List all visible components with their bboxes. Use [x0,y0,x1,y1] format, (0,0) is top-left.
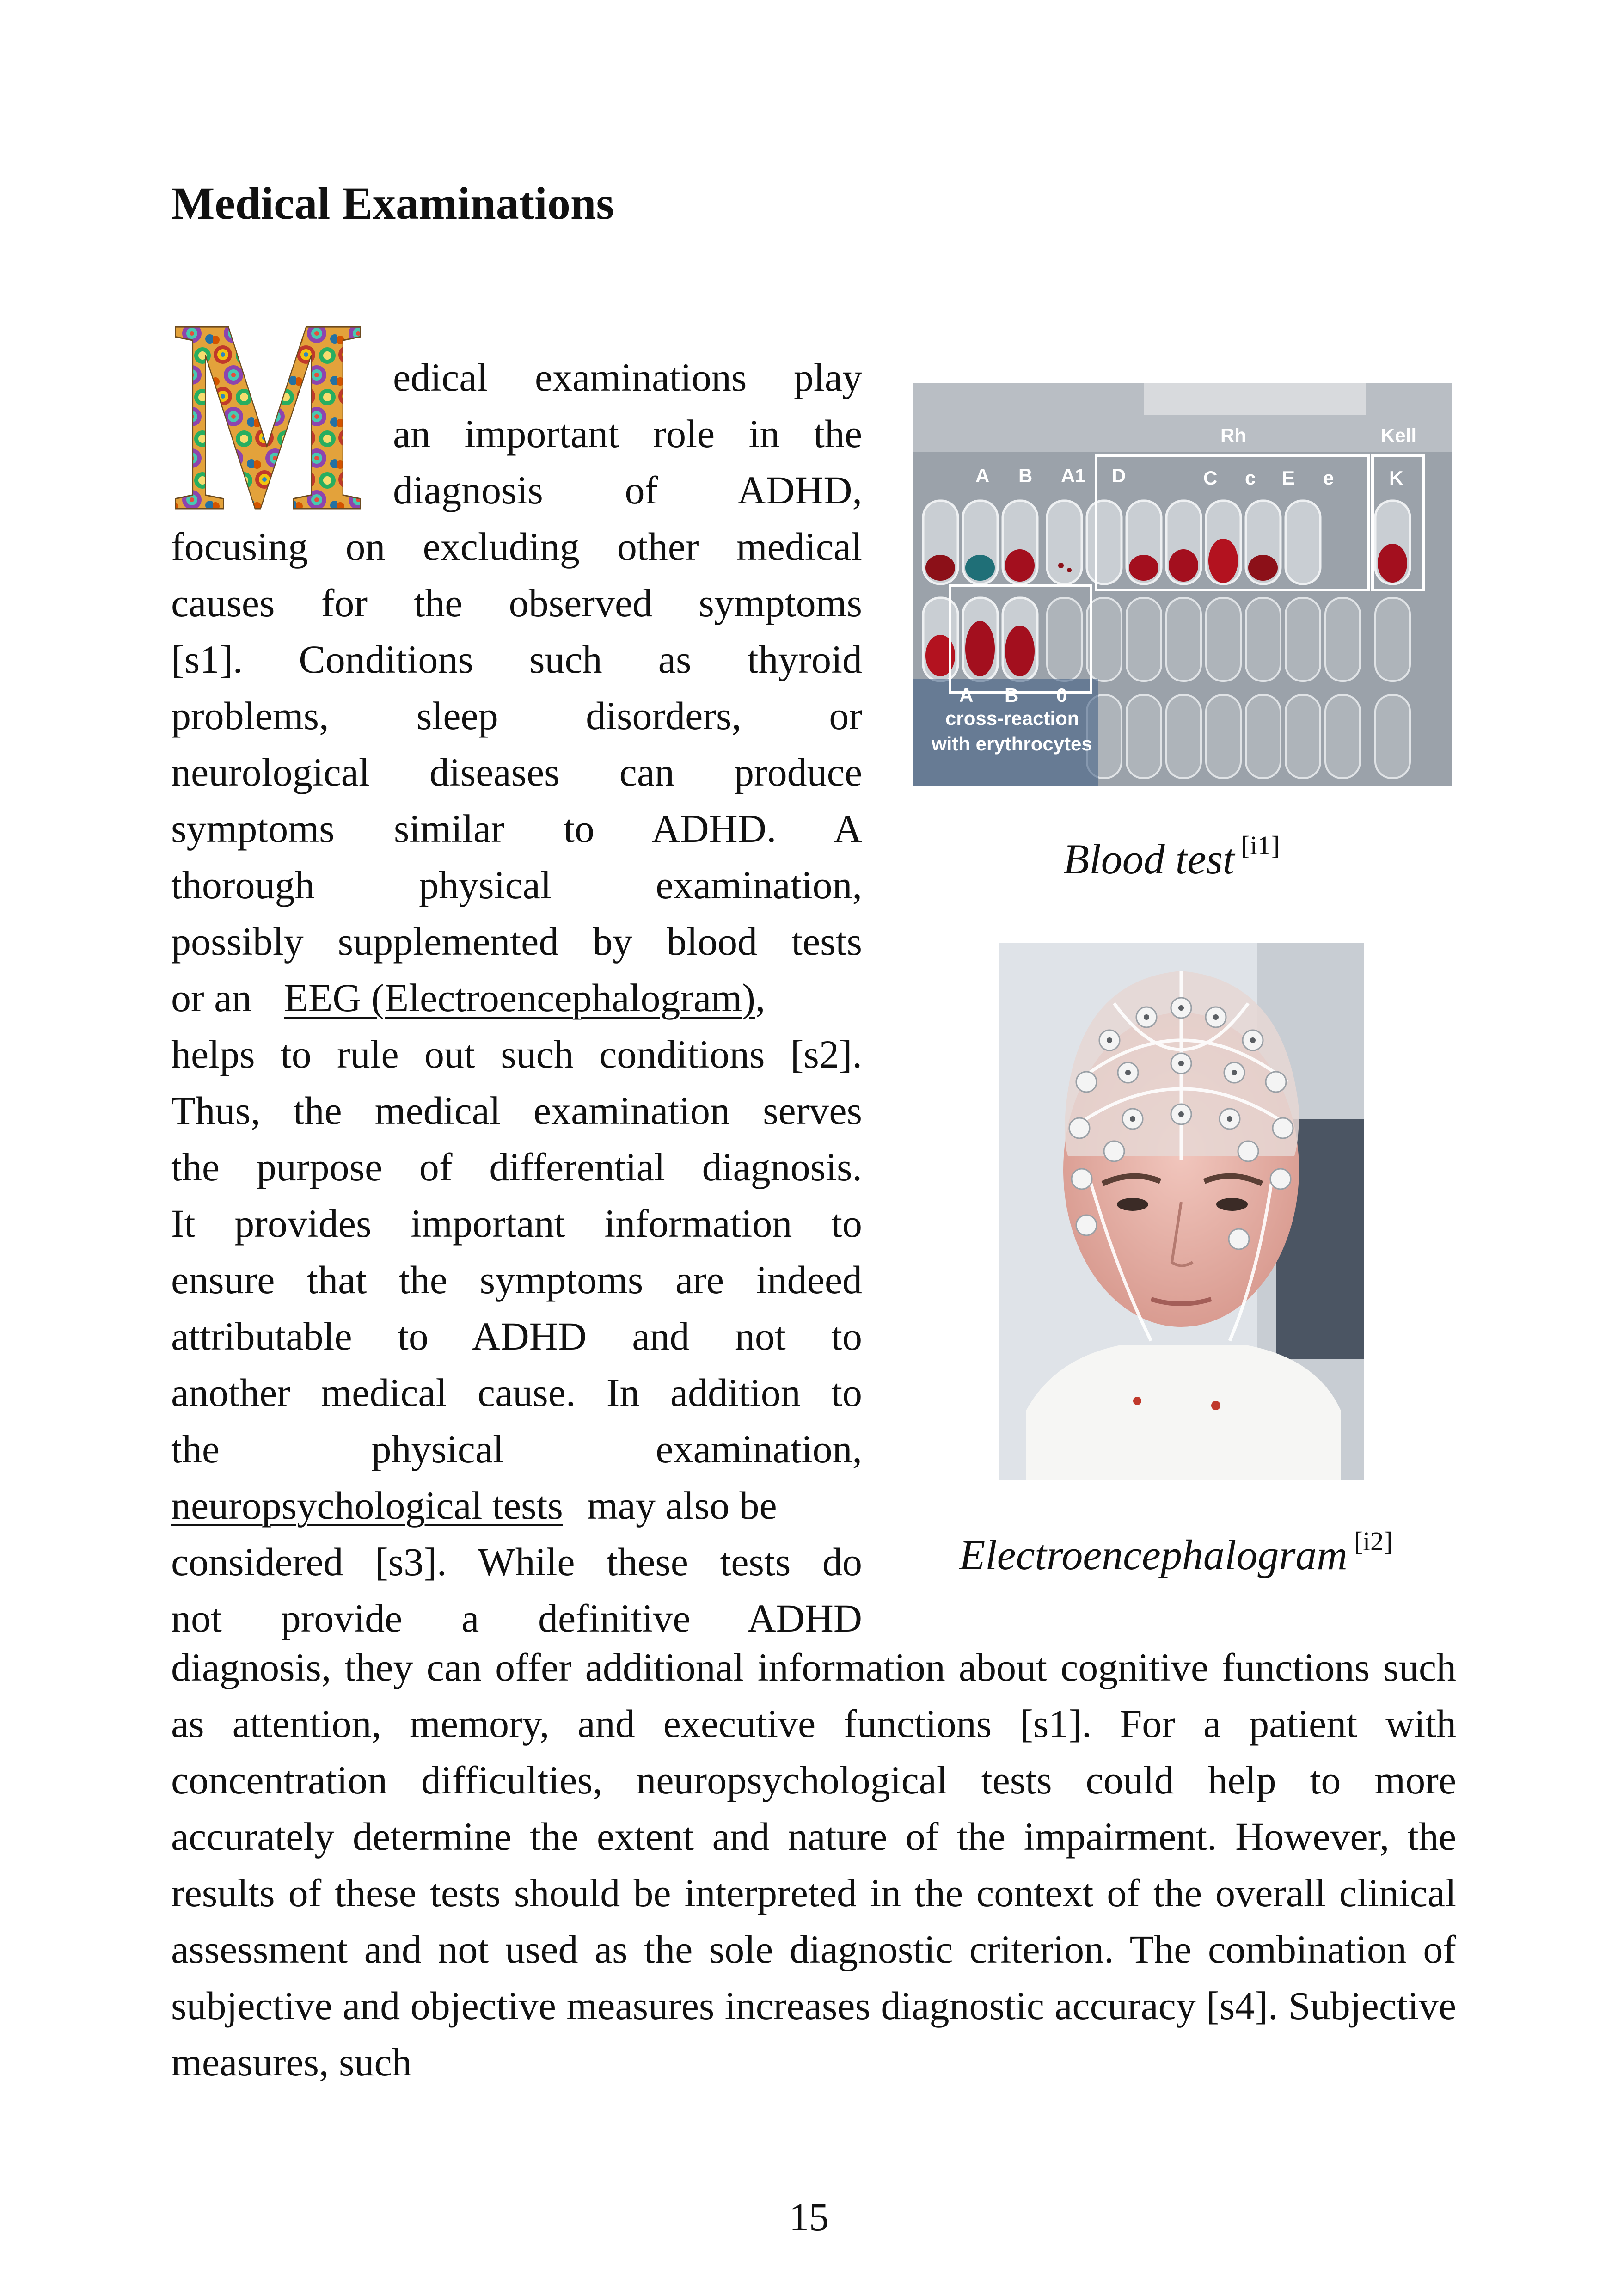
text-line: diagnosis of ADHD, [393,468,862,512]
text-line: another medical cause. In addition to [171,1370,862,1415]
paragraph-text: diagnosis, they can offer additional information about cognitive functions such as attention, memory, and executive functions [s1]. For a patient with concentration difficulties, neuropsychological tests could help to more accurately determine the extent and nature of the impairment. However, the results of these tests should be interpreted in the context of the overall clinical assessment and not used as the sole diagnostic criterion. The combination of subjective and objective measures increases diagnostic accuracy [s4]. Subjective measures, such [171,1645,1456,2084]
svg-text:C: C [1203,467,1218,489]
svg-text:c: c [1245,467,1256,489]
text-line: helps to rule out such conditions [s2]. [171,1032,862,1076]
eeg-link[interactable]: EEG (Electroencephalogram) [284,976,755,1020]
dropcap-letter [171,303,368,510]
caption-text: Blood test [1063,835,1235,883]
text-line: focusing on excluding other medical [171,524,862,569]
text-line: symptoms similar to ADHD. A [171,806,862,851]
svg-text:0: 0 [1056,684,1067,706]
page-number: 15 [789,2195,829,2239]
neuropsych-tests-link[interactable]: neuropsychological tests [171,1483,563,1528]
text-line: possibly supplemented by blood tests [171,919,862,964]
svg-text:Kell: Kell [1381,424,1417,446]
svg-text:B: B [1005,684,1019,706]
text-line: the purpose of differential diagnosis. [171,1145,862,1189]
text-line: thorough physical examination, [171,863,862,907]
svg-text:A: A [959,684,974,706]
svg-text:K: K [1389,467,1403,489]
text-line: ensure that the symptoms are indeed [171,1258,862,1302]
caption-ref: [i2] [1354,1526,1393,1556]
text-fragment: or an [171,976,252,1020]
svg-text:M: M [172,303,366,510]
text-line: problems, sleep disorders, or [171,694,862,738]
svg-text:cross-reaction: cross-reaction [945,707,1079,729]
text-line: attributable to ADHD and not to [171,1314,862,1358]
svg-text:D: D [1112,465,1126,486]
svg-text:e: e [1323,467,1334,489]
svg-text:Rh: Rh [1220,424,1246,446]
svg-text:A: A [975,465,990,486]
caption-ref: [i1] [1241,830,1280,860]
text-line: edical examinations play [393,355,862,399]
body-column [171,303,862,1646]
svg-text:A1: A1 [1061,465,1086,486]
figure-caption-blood-test [1063,830,1280,884]
text-line: the physical examination, [171,1427,862,1471]
text-line: not provide a definitive ADHD [171,1596,862,1640]
figure-caption-eeg [959,1526,1393,1579]
text-line [171,970,862,1026]
svg-text:E: E [1282,467,1295,489]
body-paragraph [171,1639,1456,2090]
blood-test-image [913,383,1452,786]
svg-text:B: B [1018,465,1033,486]
section-heading: Medical Examinations [171,178,614,229]
text-line: [s1]. Conditions such as thyroid [171,637,862,681]
text-line [171,1477,862,1534]
text-line: It provides important information to [171,1201,862,1246]
text-line: neurological diseases can produce [171,750,862,794]
caption-text: Electroencephalogram [959,1531,1348,1578]
text-fragment: may also be [587,1483,777,1528]
svg-text:with erythrocytes: with erythrocytes [932,733,1092,755]
text-line: an important role in the [393,411,862,456]
text-line: Thus, the medical examination serves [171,1088,862,1133]
text-fragment: , [755,976,766,1020]
eeg-image [999,943,1364,1480]
text-line: considered [s3]. While these tests do [171,1540,862,1584]
text-line: causes for the observed symptoms [171,581,862,625]
